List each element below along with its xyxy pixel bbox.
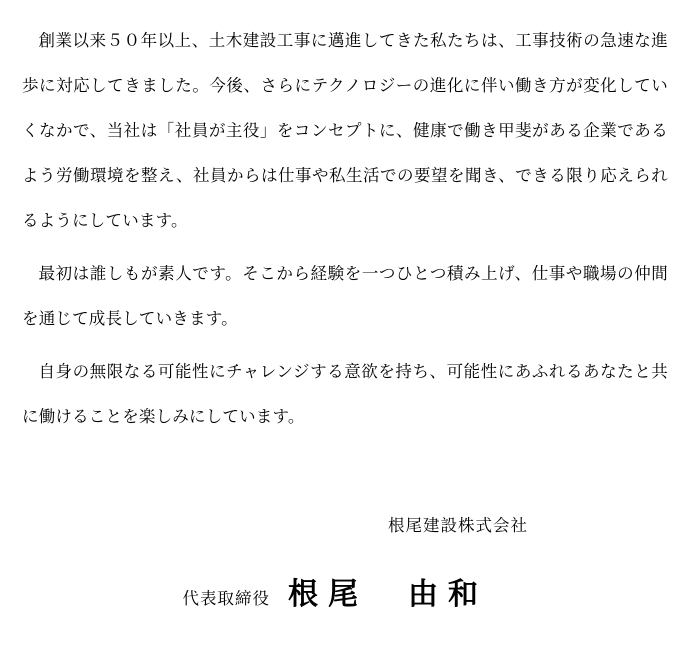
signatory-title: 代表取締役 <box>182 589 270 608</box>
signatory-name: 根尾 由和 <box>288 577 488 612</box>
company-name: 根尾建設株式会社 <box>388 516 528 535</box>
body-paragraph-3: 自身の無限なる可能性にチャレンジする意欲を持ち、可能性にあふれるあなたと共に働けることを楽しみにしています。 <box>22 362 668 426</box>
signature-block <box>22 511 668 613</box>
paragraph-spacer <box>22 243 668 251</box>
signatory-row <box>22 569 528 613</box>
body-paragraph-1: 創業以来５０年以上、土木建設工事に邁進してきた私たちは、工事技術の急速な進歩に対応してきました。今後、さらにテクノロジーの進化に伴い働き方が変化していくなかで、当社は「社員が主役」をコンセプトに、健康で働き甲斐がある企業であるよう労働環境を整え、社員からは仕事や私生活での要望を聞き、できる限り応えられるようにしています。 <box>22 31 668 230</box>
paragraph-spacer <box>22 341 668 349</box>
body-paragraph-2: 最初は誰しもが素人です。そこから経験を一つひとつ積み上げ、仕事や職場の仲間を通じて成長していきます。 <box>22 264 668 328</box>
